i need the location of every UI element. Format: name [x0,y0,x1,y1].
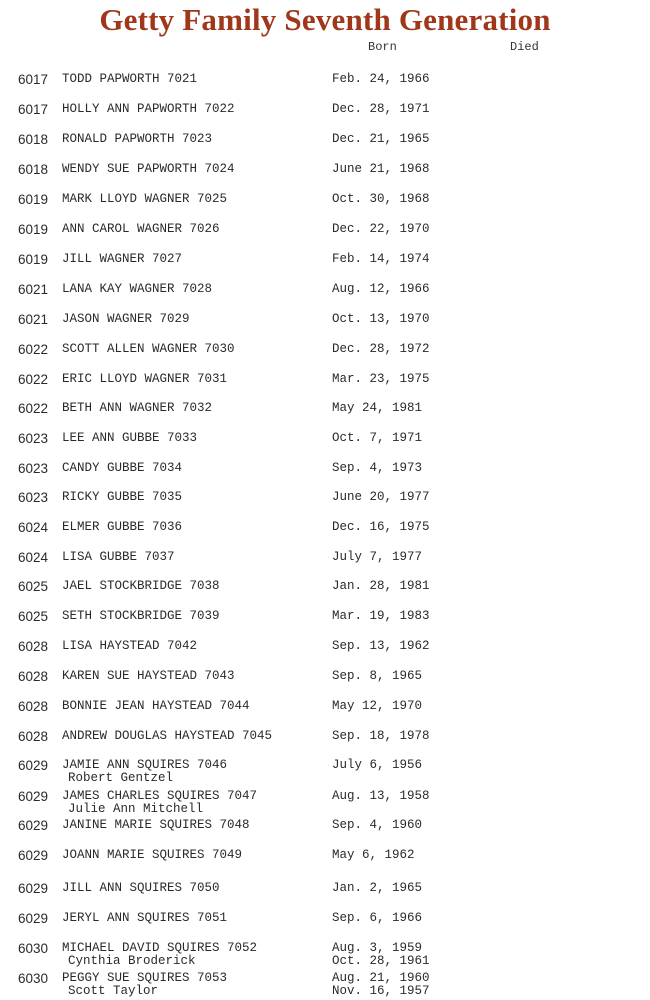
birth-date: Oct. 30, 1968 [332,192,430,206]
birth-date: May 6, 1962 [332,848,415,862]
table-row [0,162,650,178]
person-name: BETH ANN WAGNER 7032 [62,401,213,415]
birth-date: July 7, 1977 [332,550,423,564]
person-name: ELMER GUBBE 7036 [62,520,183,534]
birth-date: Sep. 8, 1965 [332,669,423,683]
birth-date: Mar. 19, 1983 [332,609,430,623]
parent-id: 6029 [18,818,49,833]
spouse-name: Scott Taylor [68,984,159,998]
parent-id: 6024 [18,550,49,565]
birth-date: Sep. 4, 1960 [332,818,423,832]
person-name: JAMES CHARLES SQUIRES 7047 [62,789,258,803]
birth-date: Feb. 24, 1966 [332,72,430,86]
parent-id: 6022 [18,372,49,387]
parent-id: 6029 [18,881,49,896]
birth-date: Aug. 21, 1960 [332,971,430,985]
table-row [0,490,650,506]
birth-date: May 24, 1981 [332,401,423,415]
person-name: BONNIE JEAN HAYSTEAD 7044 [62,699,250,713]
birth-date: Jan. 28, 1981 [332,579,430,593]
birth-date: Dec. 21, 1965 [332,132,430,146]
parent-id: 6029 [18,848,49,863]
table-row [0,431,650,447]
spouse-birth-date: Nov. 16, 1957 [332,984,430,998]
parent-id: 6029 [18,758,49,773]
birth-date: May 12, 1970 [332,699,423,713]
table-row [0,699,650,715]
birth-date: July 6, 1956 [332,758,423,772]
person-name: MICHAEL DAVID SQUIRES 7052 [62,941,258,955]
birth-date: June 21, 1968 [332,162,430,176]
parent-id: 6025 [18,609,49,624]
birth-date: Aug. 12, 1966 [332,282,430,296]
birth-date: Dec. 28, 1972 [332,342,430,356]
table-row [0,550,650,566]
table-row [0,729,650,745]
person-name: HOLLY ANN PAPWORTH 7022 [62,102,235,116]
table-row [0,252,650,268]
person-name: JERYL ANN SQUIRES 7051 [62,911,228,925]
person-name: JILL WAGNER 7027 [62,252,183,266]
parent-id: 6028 [18,669,49,684]
birth-date: Aug. 13, 1958 [332,789,430,803]
table-row [0,461,650,477]
table-row [0,342,650,358]
table-row [0,192,650,208]
table-row [0,102,650,118]
table-row [0,669,650,685]
birth-date: Oct. 7, 1971 [332,431,423,445]
parent-id: 6018 [18,132,49,147]
parent-id: 6022 [18,401,49,416]
birth-date: Dec. 22, 1970 [332,222,430,236]
table-row [0,72,650,88]
parent-id: 6028 [18,639,49,654]
parent-id: 6019 [18,222,49,237]
spouse-name: Robert Gentzel [68,771,174,785]
person-name: SCOTT ALLEN WAGNER 7030 [62,342,235,356]
parent-id: 6017 [18,102,49,117]
person-name: TODD PAPWORTH 7021 [62,72,198,86]
person-name: KAREN SUE HAYSTEAD 7043 [62,669,235,683]
birth-date: Mar. 23, 1975 [332,372,430,386]
person-name: JAMIE ANN SQUIRES 7046 [62,758,228,772]
table-row [0,520,650,536]
person-name: MARK LLOYD WAGNER 7025 [62,192,228,206]
parent-id: 6021 [18,312,49,327]
birth-date: Jan. 2, 1965 [332,881,423,895]
parent-id: 6023 [18,490,49,505]
person-name: CANDY GUBBE 7034 [62,461,183,475]
birth-date: June 20, 1977 [332,490,430,504]
person-name: RONALD PAPWORTH 7023 [62,132,213,146]
birth-date: Sep. 13, 1962 [332,639,430,653]
person-name: PEGGY SUE SQUIRES 7053 [62,971,228,985]
parent-id: 6017 [18,72,49,87]
table-row [0,639,650,655]
person-name: LEE ANN GUBBE 7033 [62,431,198,445]
table-row [0,609,650,625]
person-name: LANA KAY WAGNER 7028 [62,282,213,296]
table-row [0,282,650,298]
birth-date: Sep. 4, 1973 [332,461,423,475]
birth-date: Dec. 16, 1975 [332,520,430,534]
spouse-name: Cynthia Broderick [68,954,196,968]
parent-id: 6023 [18,461,49,476]
table-row [0,372,650,388]
person-name: LISA HAYSTEAD 7042 [62,639,198,653]
spouse-birth-date: Oct. 28, 1961 [332,954,430,968]
person-name: RICKY GUBBE 7035 [62,490,183,504]
parent-id: 6028 [18,699,49,714]
person-name: JILL ANN SQUIRES 7050 [62,881,220,895]
person-name: ANN CAROL WAGNER 7026 [62,222,220,236]
died-column-header: Died [510,40,539,54]
parent-id: 6021 [18,282,49,297]
birth-date: Sep. 6, 1966 [332,911,423,925]
person-name: WENDY SUE PAPWORTH 7024 [62,162,235,176]
page-title: Getty Family Seventh Generation [99,2,551,37]
parent-id: 6024 [18,520,49,535]
person-name: JANINE MARIE SQUIRES 7048 [62,818,250,832]
parent-id: 6030 [18,941,49,956]
birth-date: Aug. 3, 1959 [332,941,423,955]
person-name: JOANN MARIE SQUIRES 7049 [62,848,243,862]
parent-id: 6022 [18,342,49,357]
table-row [0,312,650,328]
parent-id: 6019 [18,252,49,267]
parent-id: 6028 [18,729,49,744]
person-name: JASON WAGNER 7029 [62,312,190,326]
table-row [0,818,650,834]
person-name: ERIC LLOYD WAGNER 7031 [62,372,228,386]
table-row [0,222,650,238]
parent-id: 6029 [18,911,49,926]
parent-id: 6030 [18,971,49,986]
person-name: JAEL STOCKBRIDGE 7038 [62,579,220,593]
parent-id: 6025 [18,579,49,594]
person-name: ANDREW DOUGLAS HAYSTEAD 7045 [62,729,273,743]
birth-date: Feb. 14, 1974 [332,252,430,266]
birth-date: Oct. 13, 1970 [332,312,430,326]
birth-date: Dec. 28, 1971 [332,102,430,116]
parent-id: 6023 [18,431,49,446]
born-column-header: Born [368,40,397,54]
table-row [0,911,650,927]
parent-id: 6019 [18,192,49,207]
table-row [0,881,650,897]
table-row [0,579,650,595]
table-row [0,132,650,148]
person-name: SETH STOCKBRIDGE 7039 [62,609,220,623]
birth-date: Sep. 18, 1978 [332,729,430,743]
parent-id: 6029 [18,789,49,804]
parent-id: 6018 [18,162,49,177]
spouse-name: Julie Ann Mitchell [68,802,204,816]
person-name: LISA GUBBE 7037 [62,550,175,564]
table-row [0,848,650,864]
table-row [0,401,650,417]
